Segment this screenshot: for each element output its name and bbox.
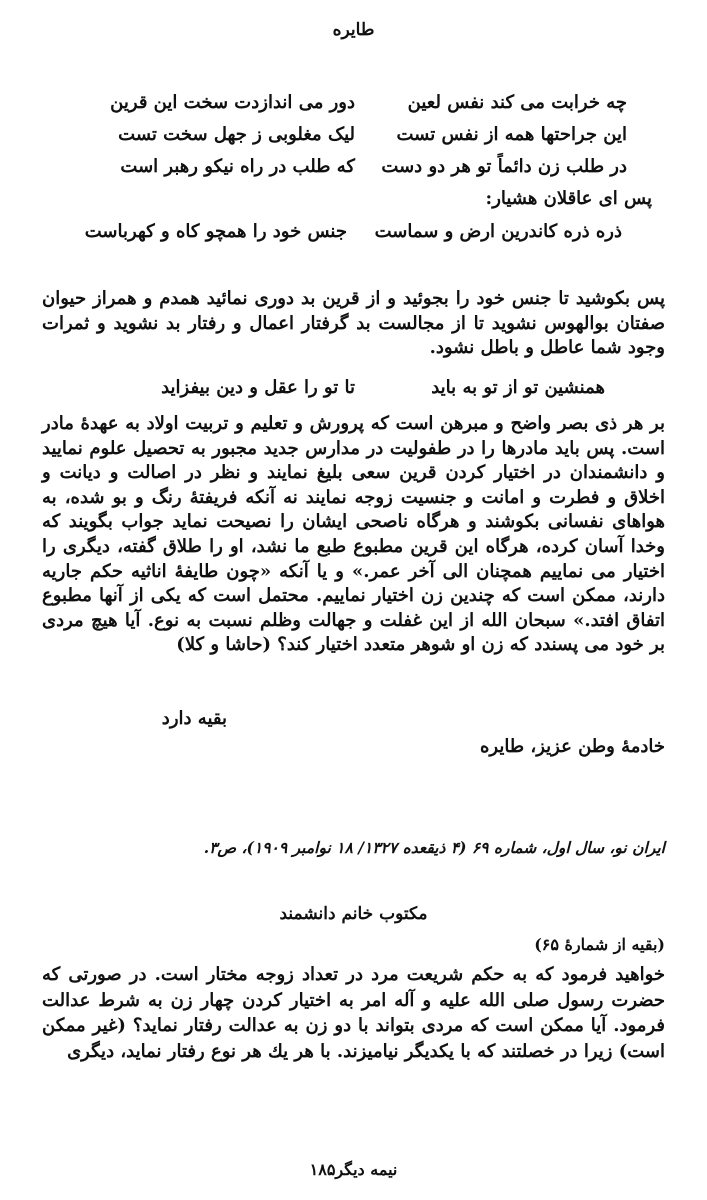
couplet-left: تا تو را عقل و دین بیفزاید [161, 377, 355, 398]
poem-line-2-left: لیک مغلوبی ز جهل سخت تست [118, 124, 355, 145]
citation: ایران نو، سال اول، شماره ۶۹ (۴ ذیقعده ۱۳۲۷/ ۱۸ نوامبر ۱۹۰۹)، ص۳. [203, 838, 665, 857]
signature: خادمهٔ وطن عزیز، طایره [479, 736, 665, 757]
poem-line-2-right: این جراحتها همه از نفس تست [396, 124, 627, 145]
address-line: پس ای عاقلان هشیار: [485, 188, 652, 209]
page-number: نیمه دیگر۱۸۵ [309, 1160, 398, 1179]
page-header-title: طایره [332, 20, 375, 40]
poem-line-1-right: چه خرابت می کند نفس لعین [407, 92, 627, 113]
section-continuation-note: (بقیه از شمارهٔ ۶۵) [534, 935, 665, 954]
couplet-right: همنشین تو از تو به باید [431, 377, 605, 398]
poem-line-1-left: دور می اندازدت سخت این قرین [110, 92, 355, 113]
poem2-left: جنس خود را همچو کاه و کهرباست [84, 221, 347, 242]
section-body: خواهید فرمود که به حکم شریعت مرد در تعداد زوجه مختار است. در صورتی که حضرت رسول صلی الله علیه و آله امر به اختیار کردن چهار زن به شرط عدالت فرمود. آیا ممکن است که مردی بتواند با دو زن به عدالت رفتار نماید؟ (غیر ممکن است) زیرا در خصلتند که با یکدیگر نیامیزند. با هر یك هر نوع رفتار نماید، دیگری [42, 964, 665, 1062]
poem-line-3-left: که طلب در راه نیکو رهبر است [120, 156, 355, 177]
poem2-right: ذره ذره کاندرین ارض و سماست [374, 221, 622, 242]
paragraph-1: پس بکوشید تا جنس خود را بجوئید و از قرین بد دوری نمائید همدم و همراز حیوان صفتان بوالهوس نشوید تا از مجالست بد گرفتار اعمال و رفتار بد نشوید و ثمرات وجود شما عاطل و باطل نشود. [42, 288, 665, 359]
continuation-note: بقیه دارد [161, 708, 227, 729]
poem-line-3-right: در طلب زن دائماً تو هر دو دست [381, 156, 627, 177]
section-title: مکتوب خانم دانشمند [279, 904, 428, 924]
paragraph-2: بر هر ذی بصر واضح و مبرهن است که پرورش و تعلیم و تربیت اولاد به عهدهٔ مادر است. پس باید مادرها را در طفولیت در مدارس جدید مجبور به تحصیل علوم نمایید و دانشمندان در اختیار کردن قرین سعی بلیغ نمایند و نظر در اصالت و دیانت و اخلاق و فطرت و امانت و جنسیت زوجه نمایند نه آنکه فریفتهٔ رنگ و بو شده، به هواهای نفسانی بکوشند و هرگاه ناصحی ایشان را نصیحت نماید جواب بگویند که وخدا آسان کرده، هرگاه این قرین مطبوع طبع ما نشد، او را طلاق گفته، دیگری را اختیار می نماییم همچنان الی آخر عمر.» و یا آنکه «چون طایفهٔ اناثیه حکم جاریه دارند، ممکن است که چندین زن اختیار نماییم. محتمل است که یکی از آنها مطبوع اتفاق افتد.» سبحان الله از این غفلت و جهالت وظلم نسبت به نوع. آیا هیچ مردی بر خود می پسندد که زن او شوهر متعدد اختیار کند؟ (حاشا و کلا) [42, 413, 665, 656]
